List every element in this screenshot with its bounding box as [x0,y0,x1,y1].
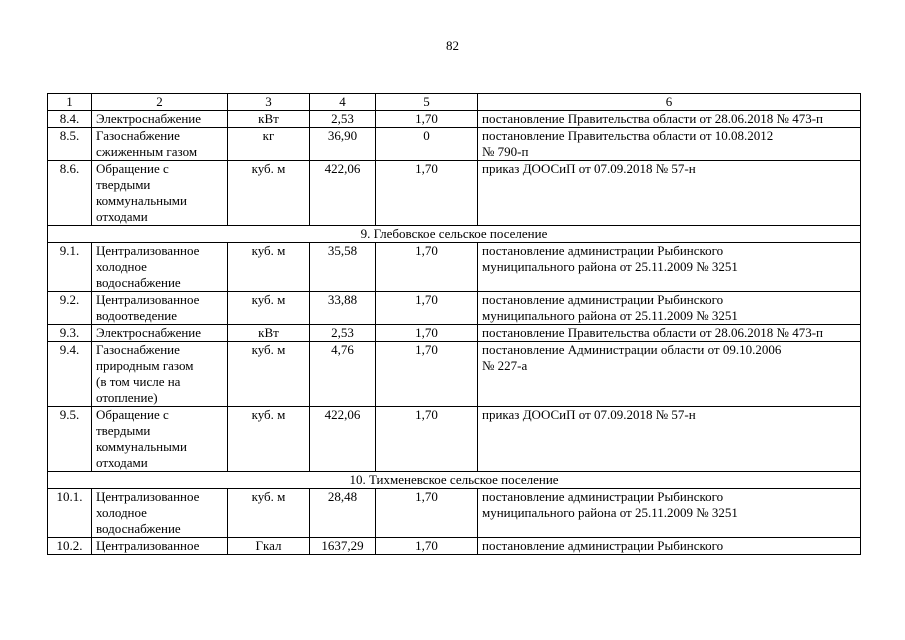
service-name-line: водоснабжение [96,275,181,290]
header-cell: 1 [48,94,92,111]
norm-value-cell: 422,06 [310,161,376,226]
norm-value-cell: 33,88 [310,292,376,325]
unit-cell: кВт [228,325,310,342]
legal-act-line: постановление Правительства области от 10.08.2012 [482,128,774,143]
legal-act-line: постановление администрации Рыбинского [482,538,724,553]
row-number-cell: 10.1. [48,489,92,538]
service-name-line: (в том числе на [96,374,181,389]
row-number-cell: 9.3. [48,325,92,342]
row-number-cell: 9.4. [48,342,92,407]
service-name-cell [92,292,228,325]
row-number-cell: 9.2. [48,292,92,325]
tariff-table [47,93,861,555]
legal-act-line: муниципального района от 25.11.2009 № 3251 [482,308,738,323]
table-row [48,342,861,407]
table-row [48,128,861,161]
legal-act-line: постановление администрации Рыбинского [482,243,724,258]
row-number-cell: 8.4. [48,111,92,128]
coefficient-cell: 1,70 [376,111,478,128]
service-name-line: сжиженным газом [96,144,198,159]
section-title: 10. Тихменевское сельское поселение [48,472,861,489]
service-name-line: холодное [96,259,147,274]
legal-act-line: постановление Правительства области от 28.06.2018 № 473-п [482,325,823,340]
unit-cell: Гкал [228,538,310,555]
coefficient-cell: 1,70 [376,161,478,226]
legal-act-cell [478,292,861,325]
legal-act-cell [478,161,861,226]
table-row [48,489,861,538]
service-name-line: природным газом [96,358,194,373]
legal-act-line: постановление Администрации области от 09.10.2006 [482,342,782,357]
coefficient-cell: 1,70 [376,292,478,325]
header-cell: 2 [92,94,228,111]
table-row [48,325,861,342]
coefficient-cell: 1,70 [376,407,478,472]
norm-value-cell: 1637,29 [310,538,376,555]
legal-act-line: приказ ДООСиП от 07.09.2018 № 57-н [482,407,696,422]
table-row [48,292,861,325]
norm-value-cell: 28,48 [310,489,376,538]
legal-act-cell [478,538,861,555]
header-cell: 3 [228,94,310,111]
service-name-line: Электроснабжение [96,111,202,126]
service-name-line: твердыми [96,177,151,192]
legal-act-line: приказ ДООСиП от 07.09.2018 № 57-н [482,161,696,176]
header-cell: 6 [478,94,861,111]
coefficient-cell: 0 [376,128,478,161]
service-name-cell [92,342,228,407]
service-name-line: коммунальными [96,439,187,454]
norm-value-cell: 2,53 [310,325,376,342]
unit-cell: кВт [228,111,310,128]
row-number-cell: 10.2. [48,538,92,555]
header-cell: 5 [376,94,478,111]
service-name-cell [92,128,228,161]
service-name-line: твердыми [96,423,151,438]
row-number-cell: 9.5. [48,407,92,472]
service-name-cell [92,407,228,472]
legal-act-line: № 227-а [482,358,528,373]
page-number: 82 [446,38,459,53]
service-name-cell [92,538,228,555]
section-row [48,226,861,243]
unit-cell: кг [228,128,310,161]
norm-value-cell: 35,58 [310,243,376,292]
section-title: 9. Глебовское сельское поселение [48,226,861,243]
legal-act-cell [478,342,861,407]
service-name-line: отходами [96,455,148,470]
service-name-line: отходами [96,209,148,224]
service-name-cell [92,489,228,538]
service-name-line: отопление) [96,390,158,405]
service-name-line: холодное [96,505,147,520]
coefficient-cell: 1,70 [376,243,478,292]
legal-act-line: постановление администрации Рыбинского [482,292,724,307]
unit-cell: куб. м [228,489,310,538]
coefficient-cell: 1,70 [376,489,478,538]
service-name-cell [92,111,228,128]
row-number-cell: 8.6. [48,161,92,226]
table-row [48,111,861,128]
table-body [48,94,861,555]
row-number-cell: 8.5. [48,128,92,161]
service-name-cell [92,161,228,226]
table-row [48,243,861,292]
legal-act-cell [478,128,861,161]
header-cell: 4 [310,94,376,111]
unit-cell: куб. м [228,407,310,472]
unit-cell: куб. м [228,161,310,226]
unit-cell: куб. м [228,342,310,407]
coefficient-cell: 1,70 [376,342,478,407]
norm-value-cell: 422,06 [310,407,376,472]
header-row [48,94,861,111]
service-name-line: Газоснабжение [96,342,180,357]
legal-act-cell [478,243,861,292]
service-name-line: Централизованное [96,243,200,258]
service-name-line: Централизованное [96,489,200,504]
norm-value-cell: 2,53 [310,111,376,128]
table-row [48,161,861,226]
norm-value-cell: 4,76 [310,342,376,407]
service-name-line: Электроснабжение [96,325,202,340]
legal-act-cell [478,489,861,538]
service-name-line: Газоснабжение [96,128,180,143]
service-name-line: Централизованное [96,538,200,553]
coefficient-cell: 1,70 [376,325,478,342]
norm-value-cell: 36,90 [310,128,376,161]
service-name-line: водоснабжение [96,521,181,536]
service-name-cell [92,325,228,342]
unit-cell: куб. м [228,292,310,325]
legal-act-line: постановление администрации Рыбинского [482,489,724,504]
service-name-line: Обращение с [96,407,169,422]
legal-act-cell [478,407,861,472]
unit-cell: куб. м [228,243,310,292]
legal-act-line: постановление Правительства области от 28.06.2018 № 473-п [482,111,823,126]
legal-act-line: № 790-п [482,144,529,159]
table-row [48,407,861,472]
service-name-cell [92,243,228,292]
legal-act-line: муниципального района от 25.11.2009 № 3251 [482,505,738,520]
row-number-cell: 9.1. [48,243,92,292]
service-name-line: водоотведение [96,308,178,323]
coefficient-cell: 1,70 [376,538,478,555]
legal-act-line: муниципального района от 25.11.2009 № 3251 [482,259,738,274]
section-row [48,472,861,489]
legal-act-cell [478,111,861,128]
service-name-line: Обращение с [96,161,169,176]
legal-act-cell [478,325,861,342]
service-name-line: коммунальными [96,193,187,208]
table-row [48,538,861,555]
service-name-line: Централизованное [96,292,200,307]
